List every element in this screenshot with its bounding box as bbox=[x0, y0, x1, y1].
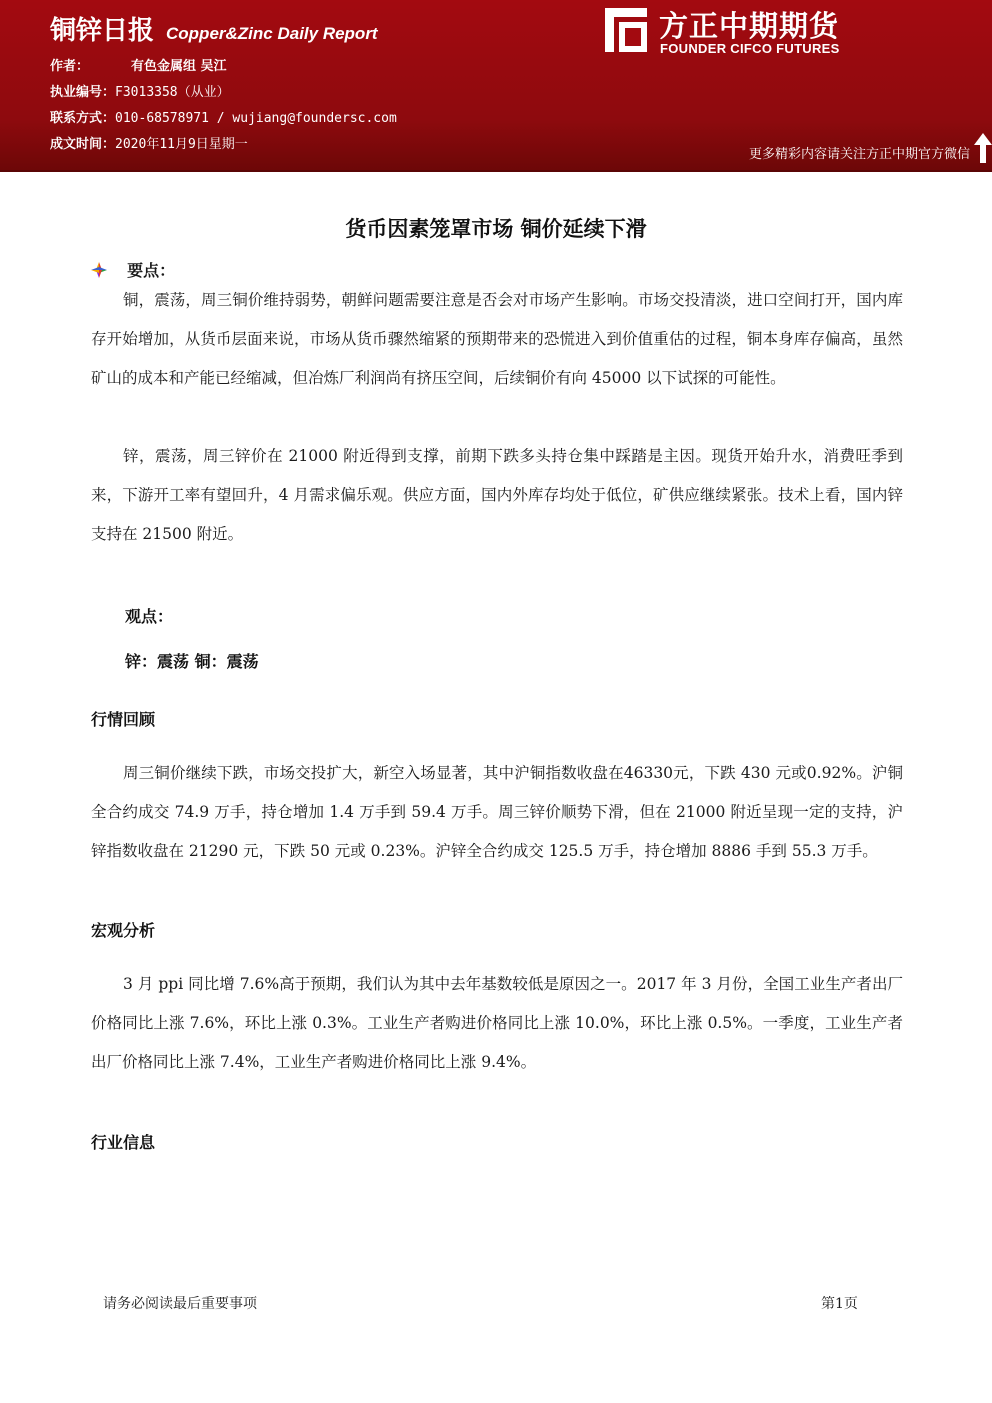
license-label: 执业编号： bbox=[50, 85, 116, 100]
macro-heading: 宏观分析 bbox=[91, 921, 156, 940]
market-review-heading: 行情回顾 bbox=[91, 710, 156, 729]
company-logo bbox=[605, 8, 865, 58]
license-value: F3013358（从业） bbox=[115, 85, 230, 100]
keypoints-label: 要点： bbox=[127, 261, 176, 280]
footer-notice: 请务必阅读最后重要事项 bbox=[103, 1296, 257, 1312]
contact-label: 联系方式： bbox=[50, 111, 116, 126]
report-header bbox=[0, 0, 992, 172]
view-label: 观点： bbox=[125, 607, 174, 626]
date-value: 2020年11月9日星期一 bbox=[115, 137, 248, 152]
keypoints-heading bbox=[90, 258, 175, 281]
industry-heading: 行业信息 bbox=[91, 1133, 156, 1152]
zinc-paragraph: 锌，震荡，周三锌价在 21000 附近得到支撑，前期下跌多头持仓集中踩踏是主因。现货开始升水，消费旺季到来，下游开工率有望回升，4 月需求偏乐观。供应方面，国内外库存均处于低位，矿供应继续紧张。技术上看，国内锌支持在 21500 附近。 bbox=[91, 447, 903, 543]
bullet-diamond-icon bbox=[90, 261, 108, 279]
page-number: 第1页 bbox=[821, 1296, 858, 1312]
contact-value: 010-68578971 / wujiang@foundersc.com bbox=[115, 111, 397, 126]
logo-text-cn: 方正中期期货 bbox=[659, 9, 840, 43]
date-label: 成文时间： bbox=[50, 137, 116, 152]
market-review-paragraph: 周三铜价继续下跌，市场交投扩大，新空入场显著，其中沪铜指数收盘在46330元，下跌 430 元或0.92%。沪铜全合约成交 74.9 万手，持仓增加 1.4 万手到 59.4 万手。周三锌价顺势下滑，但在 21000 附近呈现一定的支持，沪锌指数收盘在 21290 元，下跌 50 元或 0.23%。沪锌全合约成交 125.5 万手，持仓增加 8886 手到 55.3 万手。 bbox=[91, 764, 903, 860]
up-arrow-icon bbox=[974, 133, 992, 163]
copper-paragraph: 铜，震荡，周三铜价维持弱势，朝鲜问题需要注意是否会对市场产生影响。市场交投清淡，进口空间打开，国内库存开始增加，从货币层面来说，市场从货币骤然缩紧的预期带来的恐慌进入到价值重估的过程，铜本身库存偏高，虽然矿山的成本和产能已经缩减，但冶炼厂利润尚有挤压空间，后续铜价有向 45000 以下试探的可能性。 bbox=[91, 291, 903, 387]
report-title-en: Copper&Zinc Daily Report bbox=[166, 24, 378, 43]
license-line bbox=[50, 81, 230, 100]
macro-paragraph: 3 月 ppi 同比增 7.6%高于预期，我们认为其中去年基数较低是原因之一。2017 年 3 月份，全国工业生产者出厂价格同比上涨 7.6%，环比上涨 0.3%。工业生产者购进价格同比上涨 10.0%，环比上涨 0.5%。一季度，工业生产者出厂价格同比上涨 7.4%，工业生产者购进价格同比上涨 9.4%。 bbox=[91, 975, 903, 1071]
wechat-promo: 更多精彩内容请关注方正中期官方微信 bbox=[748, 147, 970, 162]
author-line bbox=[50, 55, 227, 74]
date-line bbox=[50, 133, 248, 152]
contact-line bbox=[50, 107, 397, 126]
report-title-cn: 铜锌日报 bbox=[50, 16, 155, 46]
logo-mark-icon bbox=[605, 8, 647, 52]
document-title: 货币因素笼罩市场 铜价延续下滑 bbox=[345, 217, 647, 241]
author-value: 有色金属组 吴江 bbox=[131, 59, 227, 74]
report-title-block bbox=[50, 10, 378, 47]
view-content: 锌：震荡 铜：震荡 bbox=[125, 652, 259, 671]
logo-text-en: FOUNDER CIFCO FUTURES bbox=[660, 41, 840, 56]
author-label: 作者： bbox=[50, 59, 90, 74]
